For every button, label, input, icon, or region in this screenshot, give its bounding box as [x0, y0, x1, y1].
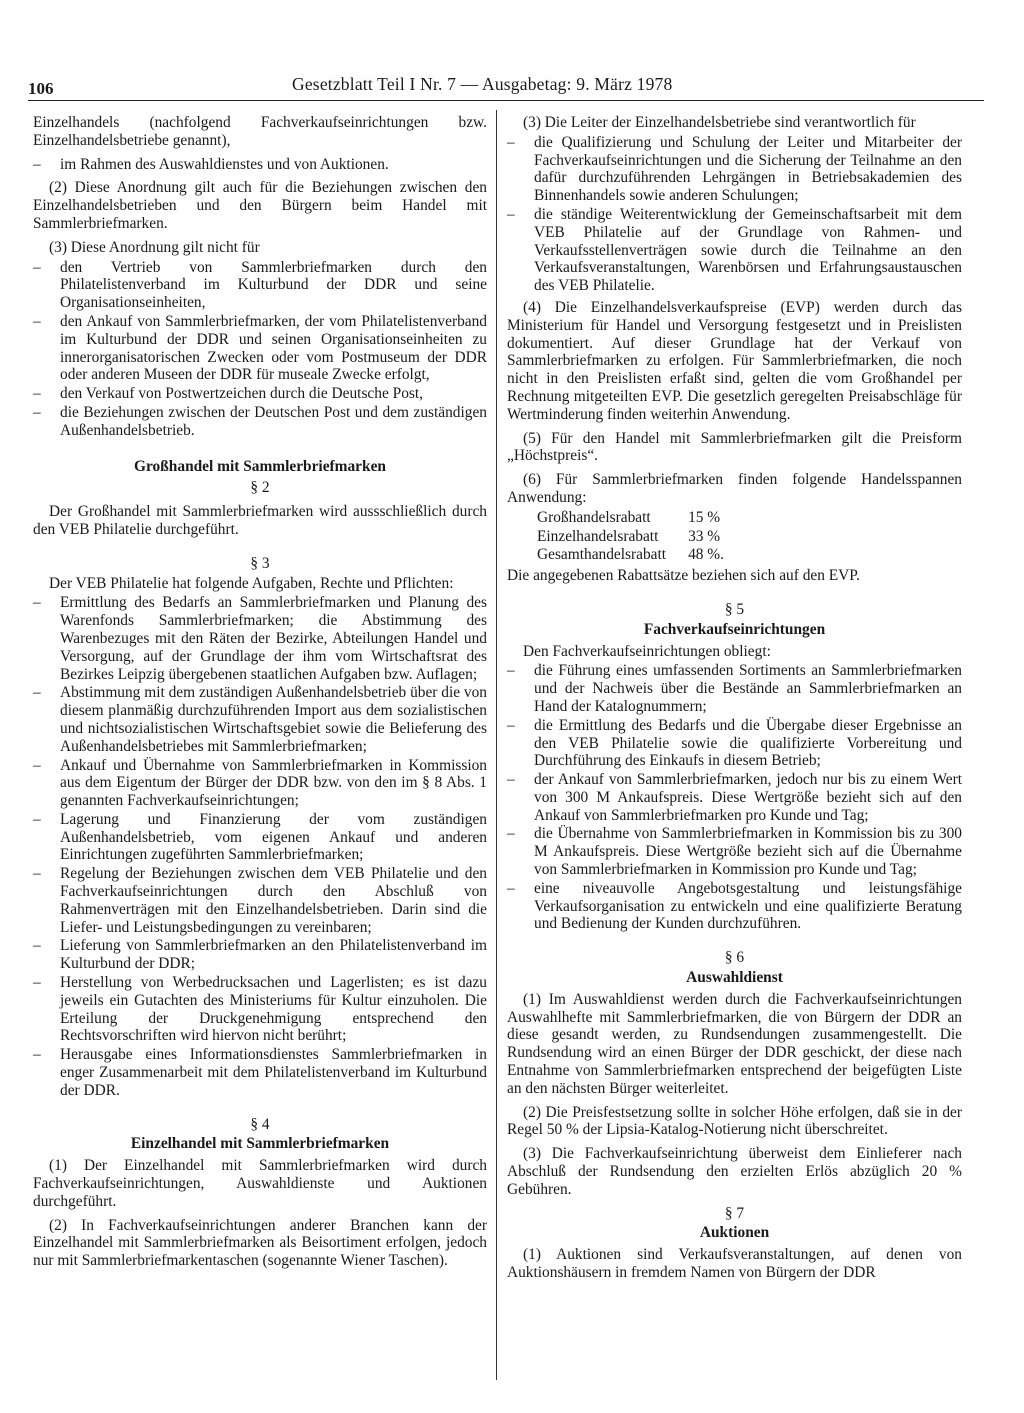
paragraph: (2) Diese Anordnung gilt auch für die Beziehungen zwischen den Einzelhandelsbetrieben und den Bürgern beim Handel mit Sammlerbriefmarken.	[33, 179, 487, 232]
paragraph: Der VEB Philatelie hat folgende Aufgaben, Rechte und Pflichten:	[49, 574, 454, 592]
page-header: Gesetzblatt Teil I Nr. 7 — Ausgabetag: 9. März 1978	[292, 74, 673, 94]
section-number: § 5	[724, 600, 745, 618]
rabatt-label: Gesamthandelsrabatt	[537, 546, 667, 564]
list-item: – Abstimmung mit dem zuständigen Außenhandelsbetrieb über die von diesem planmäßig durchzuführenden Import aus dem sozialistischen und nichtsozialistischen Wirtschaftsgebiet sowie die Belieferung des Außenhandelsbetriebes mit Sammlerbriefmarken;	[33, 684, 487, 755]
paragraph: (1) Der Einzelhandel mit Sammlerbriefmarken wird durch Fachverkaufseinrichtungen, Auswahldienste und Auktionen durchgeführt.	[33, 1157, 487, 1210]
paragraph: Der Großhandel mit Sammlerbriefmarken wird aussschließlich durch den VEB Philatelie durchgeführt.	[33, 503, 487, 538]
column-divider	[496, 110, 497, 1380]
paragraph: (2) In Fachverkaufseinrichtungen anderer Branchen kann der Einzelhandel mit Sammlerbriefmarken als Beisortiment erfolgen, jedoch nur mit Sammlerbriefmarkentaschen (sogenannte Wiener Taschen).	[33, 1216, 487, 1270]
section-heading: Auktionen	[699, 1224, 770, 1242]
list-item: – eine niveauvolle Angebotsgestaltung und leistungsfähige Verkaufsorganisation zu entwickeln und eine qualifizierte Beratung und Bedienung der Kunden durchzuführen.	[507, 880, 962, 933]
section-number: § 6	[724, 949, 745, 967]
list-item: – der Ankauf von Sammlerbriefmarken, jedoch nur bis zu einem Wert von 300 M Ankaufspreis. Diese Wertgröße bezieht sich auf den Ankauf von Sammlerbriefmarken pro Kunde und Tag;	[507, 771, 962, 824]
paragraph: Die angegebenen Rabattsätze beziehen sich auf den EVP.	[507, 567, 860, 585]
section-number: § 7	[724, 1204, 745, 1222]
rabatt-table	[537, 509, 724, 565]
paragraph: (2) Die Preisfestsetzung sollte in solcher Höhe erfolgen, daß sie in der Regel 50 % der Lipsia-Katalog-Notierung nicht überschreitet.	[507, 1103, 962, 1139]
list-item: – Lieferung von Sammlerbriefmarken an den Philatelistenverband im Kulturbund der DDR;	[33, 937, 487, 973]
rabatt-value: 48 %.	[688, 546, 724, 564]
list-item: – Regelung der Beziehungen zwischen dem VEB Philatelie und den Fachverkaufseinrichtungen durch den Abschluß von Rahmenverträgen mit den Einzelhandelsbetrieben. Darin sind die Liefer- und Leistungsbedingungen zu vereinbaren;	[33, 865, 487, 936]
paragraph: (5) Für den Handel mit Sammlerbriefmarken gilt die Preisform „Höchstpreis“.	[507, 429, 962, 465]
page-number: 106	[28, 79, 54, 98]
paragraph: (3) Die Leiter der Einzelhandelsbetriebe sind verantwortlich für	[523, 114, 916, 131]
section-number: § 4	[250, 1115, 270, 1133]
section-number: § 3	[250, 554, 270, 572]
list-item: – den Ankauf von Sammlerbriefmarken, der vom Philatelistenverband im Kulturbund der DDR und seinen Organisationseinheiten zu innerorganisatorischen Zwecken oder vom Postmuseum der DDR oder anderen Museen der DDR für museale Zwecke erfolgt,	[33, 313, 487, 384]
section-heading: Einzelhandel mit Sammlerbriefmarken	[130, 1135, 390, 1153]
table-row	[537, 546, 724, 565]
section-heading: Fachverkaufseinrichtungen	[643, 620, 826, 638]
rabatt-value: 33 %	[688, 527, 721, 545]
list-item: – die Beziehungen zwischen der Deutschen Post und dem zuständigen Außenhandelsbetrieb.	[33, 404, 487, 440]
paragraph: (3) Diese Anordnung gilt nicht für	[49, 238, 260, 256]
list-item: – den Vertrieb von Sammlerbriefmarken durch den Philatelistenverband im Kulturbund der DDR und seine Organisationseinheiten,	[33, 259, 487, 312]
table-row	[537, 509, 724, 528]
section-heading: Großhandel mit Sammlerbriefmarken	[134, 457, 386, 475]
section-number: § 2	[250, 479, 270, 497]
left-column	[33, 114, 487, 1276]
list-item: – die Qualifizierung und Schulung der Leiter und Mitarbeiter der Fachverkaufseinrichtungen und die Sicherung der Teilnahme an den dafür durchzuführenden Lehrgängen in Betriebsakademien des Binnenhandels sowie anderen Schulungen;	[507, 134, 962, 205]
paragraph: Einzelhandels (nachfolgend Fachverkaufseinrichtungen bzw. Einzelhandelsbetriebe genannt),	[33, 114, 487, 149]
list-item: – Ermittlung des Bedarfs an Sammlerbriefmarken und Planung des Warenfonds Sammlerbriefmarken; die Abstimmung des Warenbezuges mit den Räten der Bezirke, Abteilungen Handel und Versorgung, auf der Grundlage der ihm vom Wirtschaftsrat des Bezirkes Leipzig übergebenen staatlichen Aufgaben bzw. Auflagen;	[33, 594, 487, 683]
paragraph: (1) Im Auswahldienst werden durch die Fachverkaufseinrichtungen Auswahlhefte mit Sammlerbriefmarken, die von Bürgern der DDR an diese gesandt werden, zu Rundsendungen zusammengestellt. Die Rundsendung wird an einen Bürger der DDR geschickt, der diese nach Entnahme von Sammlerbriefmarken entsprechend der beigefügten Liste an den nächsten Bürger weiterleitet.	[507, 990, 962, 1097]
table-row	[537, 528, 724, 547]
paragraph: (4) Die Einzelhandelsverkaufspreise (EVP) werden durch das Ministerium für Handel und Versorgung festgesetzt und in Preislisten dokumentiert. Auf dieser Grundlage hat der Verkauf von Sammlerbriefmarken zu erfolgen. Für Sammlerbriefmarken, die noch nicht in den Preislisten erfaßt sind, gelten die vom Großhandel per Rechnung mitgeteilten EVP. Die gesetzlich geregelten Preisabschläge für Wertminderung finden weiterhin Anwendung.	[507, 298, 962, 423]
list-item: – die Führung eines umfassenden Sortiments an Sammlerbriefmarken und der Nachweis über die Bestände an Sammlerbriefmarken an Hand der Katalognummern;	[507, 662, 962, 715]
list-item: – die Übernahme von Sammlerbriefmarken in Kommission bis zu 300 M Ankaufspreis. Diese Wertgröße bezieht sich auf die Übernahme von Sammlerbriefmarken in Kommission pro Kunde und Tag;	[507, 825, 962, 878]
paragraph: (6) Für Sammlerbriefmarken finden folgende Handelsspannen Anwendung:	[507, 471, 962, 506]
list-item: – Ankauf und Übernahme von Sammlerbriefmarken in Kommission aus dem Eigentum der Bürger der DDR bzw. von den im § 8 Abs. 1 genannten Fachverkaufseinrichtungen;	[33, 757, 487, 810]
list-item: – die ständige Weiterentwicklung der Gemeinschaftsarbeit mit dem VEB Philatelie auf der Grundlage von Rahmen- und Verkaufsstellenverträgen sowie durch die Teilnahme an den Verkaufsveranstaltungen, Warenbörsen und Erfahrungsaustauschen des VEB Philatelie.	[507, 206, 962, 295]
list-item: – Herausgabe eines Informationsdienstes Sammlerbriefmarken in enger Zusammenarbeit mit dem Philatelistenverband im Kulturbund der DDR.	[33, 1046, 487, 1099]
right-column	[507, 114, 962, 1288]
list-item: – Herstellung von Werbedrucksachen und Lagerlisten; es ist dazu jeweils ein Gutachten des Ministeriums für Kultur einzuholen. Die Erteilung der Druckgenehmigung entsprechend den Rechtsvorschriften wird hiervon nicht berührt;	[33, 974, 487, 1045]
list-item: – Lagerung und Finanzierung der vom zuständigen Außenhandelsbetrieb, vom eigenen Ankauf und anderen Einrichtungen zugeführten Sammlerbriefmarken;	[33, 811, 487, 864]
list-item: – die Ermittlung des Bedarfs und die Übergabe dieser Ergebnisse an den VEB Philatelie sowie die qualifizierte Vorbereitung und Durchführung des Einkaufs in diesem Betrieb;	[507, 717, 962, 770]
paragraph: Den Fachverkaufseinrichtungen obliegt:	[523, 642, 771, 660]
header-rule	[28, 100, 984, 101]
list-item: – im Rahmen des Auswahldienstes und von Auktionen.	[33, 156, 487, 174]
section-heading: Auswahldienst	[686, 969, 783, 987]
paragraph: (3) Die Fachverkaufseinrichtung überweist dem Einlieferer nach Abschluß der Rundsendung den erzielten Erlös abzüglich 20 % Gebühren.	[507, 1145, 962, 1198]
rabatt-value: 15 %	[688, 508, 721, 526]
paragraph: (1) Auktionen sind Verkaufsveranstaltungen, auf denen von Auktionshäusern in fremdem Namen von Bürgern der DDR	[507, 1246, 962, 1282]
rabatt-label: Großhandelsrabatt	[537, 508, 651, 526]
rabatt-label: Einzelhandelsrabatt	[537, 527, 659, 545]
list-item: – den Verkauf von Postwertzeichen durch die Deutsche Post,	[33, 385, 487, 403]
